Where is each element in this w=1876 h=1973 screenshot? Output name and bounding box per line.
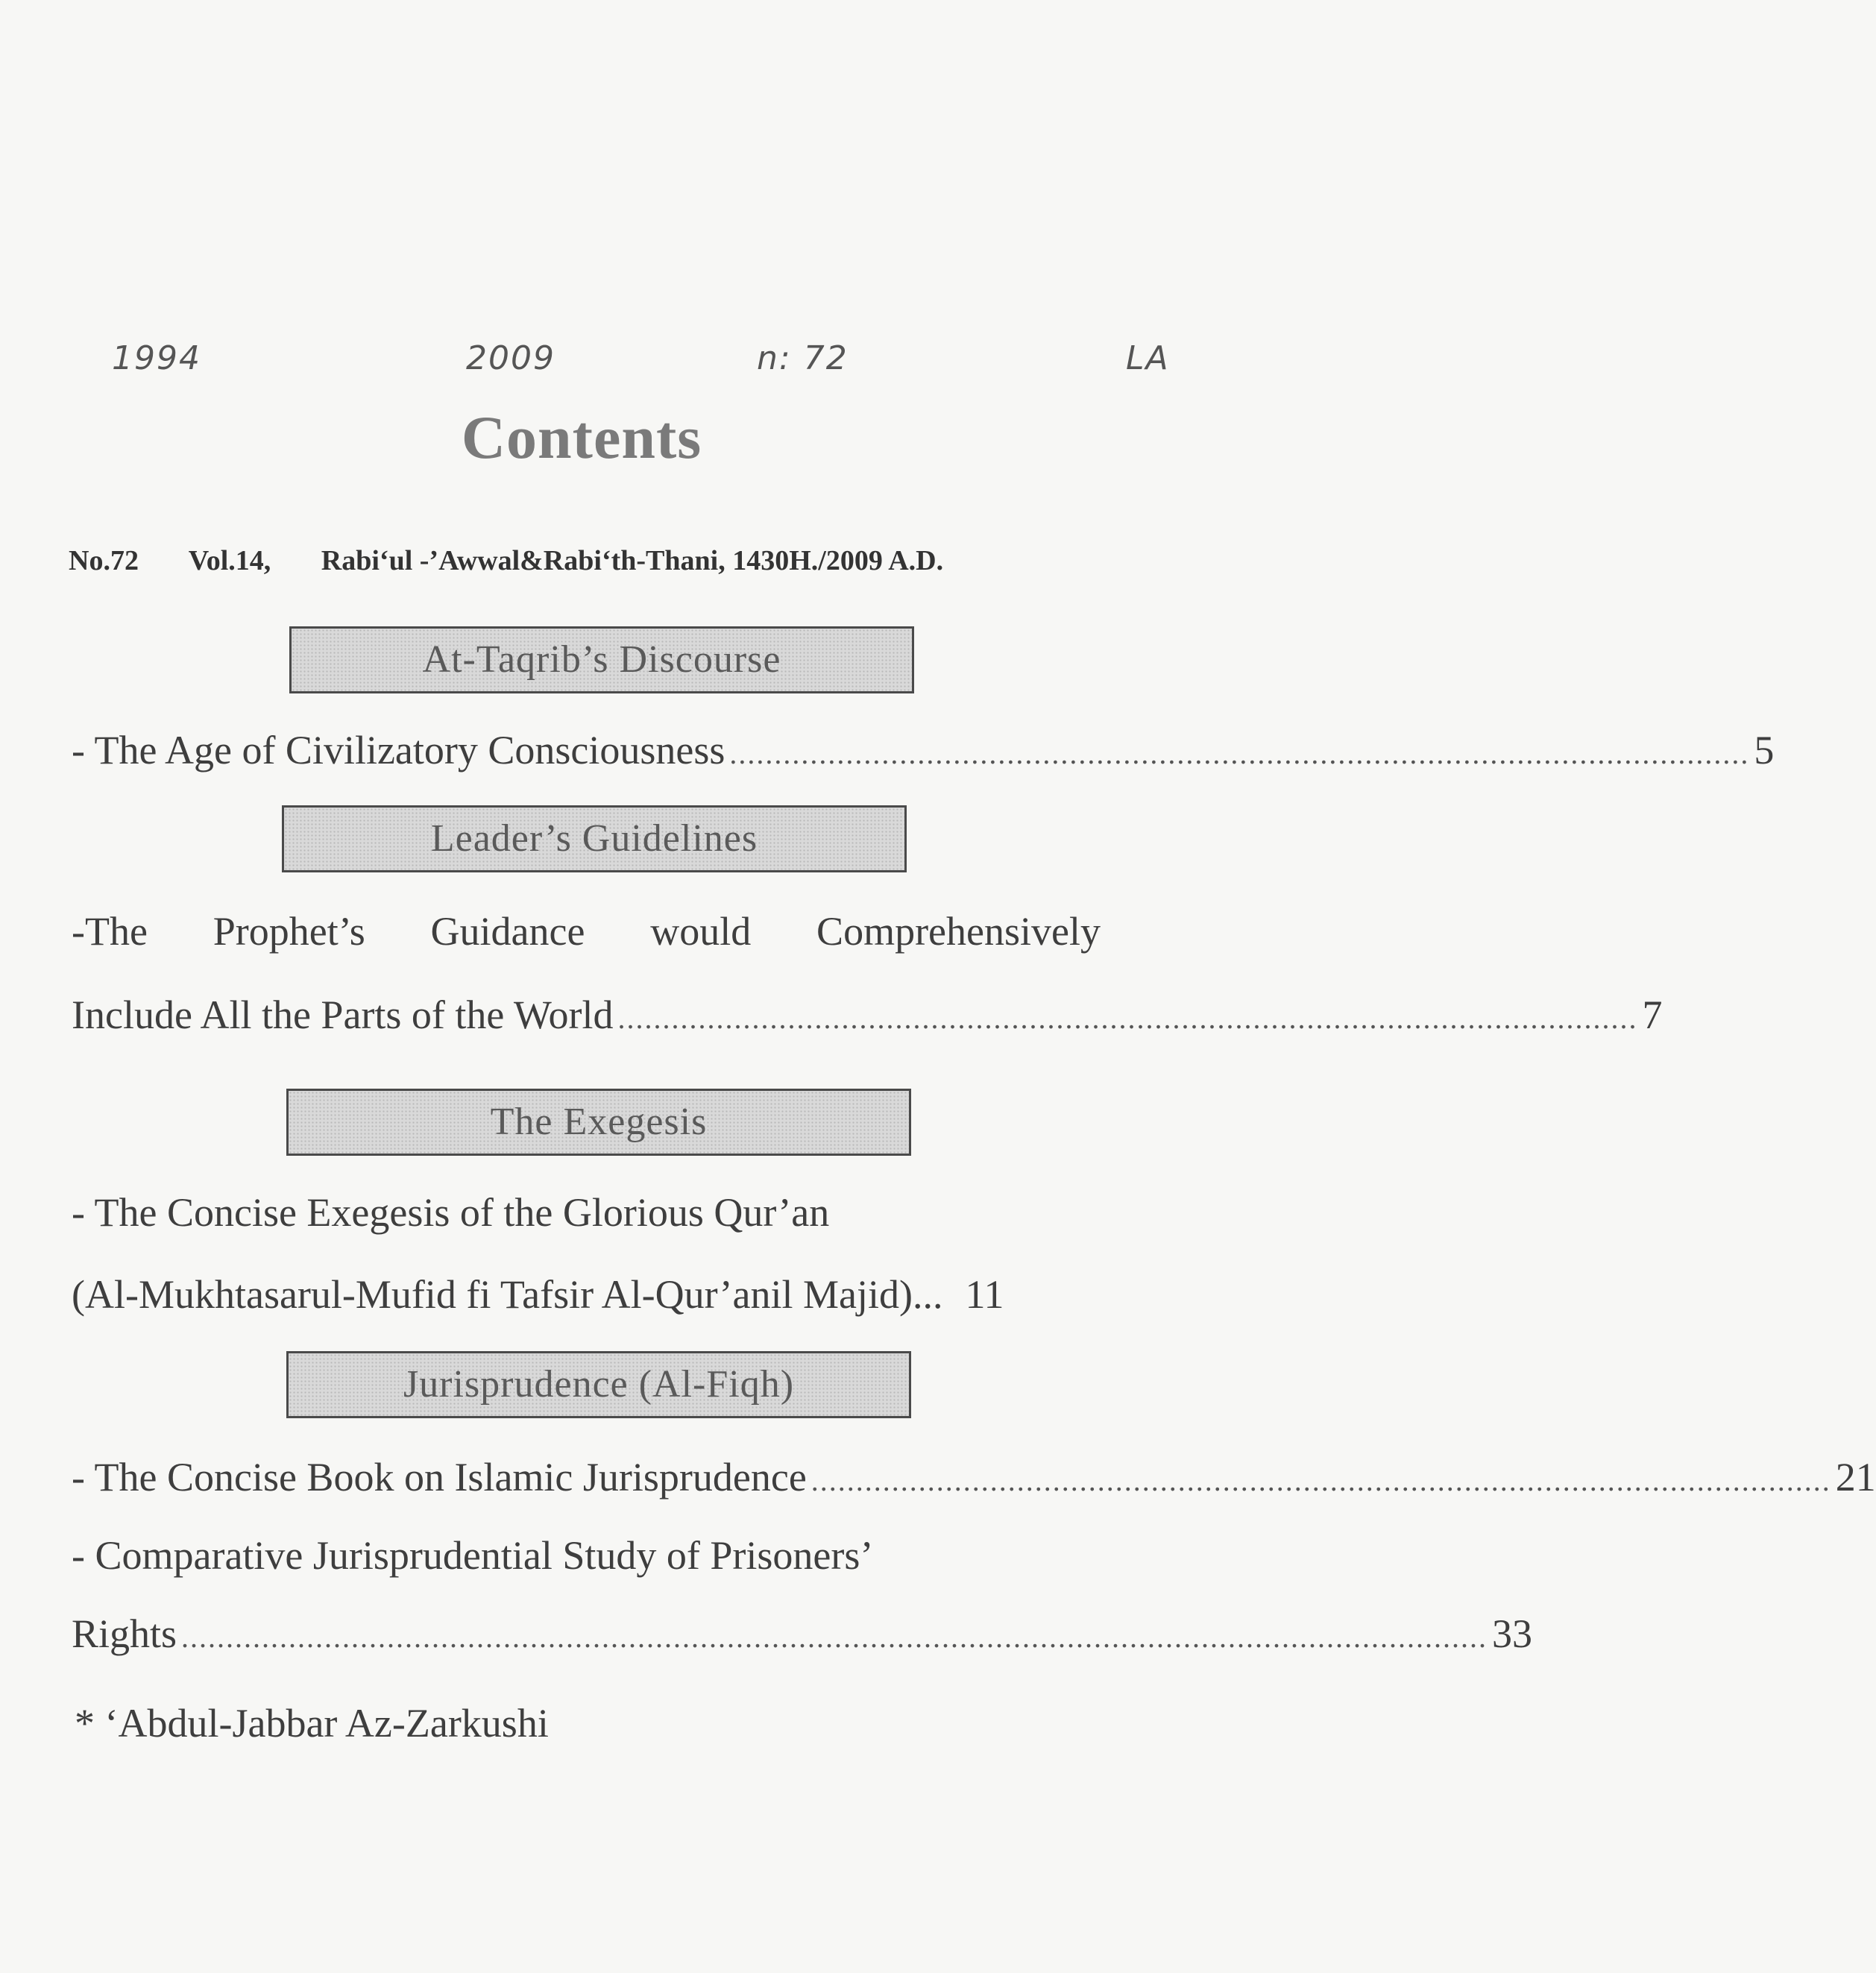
toc-entry-continued[interactable] bbox=[72, 1611, 1533, 1657]
word: Comprehensively bbox=[816, 909, 1101, 954]
toc-entry-continued[interactable] bbox=[72, 992, 1663, 1038]
toc-entry-title-line1 bbox=[72, 908, 1101, 954]
author-credit: * ‘Abdul-Jabbar Az-Zarkushi bbox=[75, 1701, 549, 1746]
section-heading-guidelines: Leader’s Guidelines bbox=[282, 805, 907, 872]
toc-entry-page: 21 bbox=[1835, 1455, 1876, 1500]
handwritten-note-number: n: 72 bbox=[757, 339, 849, 377]
toc-entry-page: 7 bbox=[1642, 992, 1663, 1037]
toc-entry[interactable] bbox=[72, 727, 1775, 773]
word: -The bbox=[72, 909, 148, 954]
toc-entry-title: - The Age of Civilizatory Consciousness bbox=[72, 728, 725, 772]
leader-dots: .................................................................................................................. bbox=[617, 1001, 1638, 1035]
leader-dots: .................................................................................................................. bbox=[810, 1464, 1831, 1497]
toc-entry-page: 5 bbox=[1754, 728, 1775, 772]
handwritten-note-year: 1994 bbox=[112, 339, 201, 377]
toc-entry[interactable] bbox=[72, 1189, 1101, 1236]
toc-entry[interactable] bbox=[72, 1454, 1876, 1500]
toc-entry-page: 33 bbox=[1492, 1611, 1533, 1656]
word: would bbox=[650, 909, 752, 954]
toc-entry[interactable] bbox=[72, 1532, 1101, 1579]
section-heading-exegesis: The Exegesis bbox=[286, 1089, 911, 1156]
leader-dots: .................................................................................................................. bbox=[729, 737, 1750, 770]
section-heading-discourse: At-Taqrib’s Discourse bbox=[289, 626, 914, 693]
handwritten-note-code: LA bbox=[1126, 339, 1170, 377]
toc-entry-title-line1: - Comparative Jurisprudential Study of Prisoners’ bbox=[72, 1533, 874, 1578]
toc-entry-continued[interactable] bbox=[72, 1271, 1101, 1318]
issue-volume: Vol.14, bbox=[188, 545, 271, 576]
section-heading-jurisprudence: Jurisprudence (Al-Fiqh) bbox=[286, 1351, 911, 1418]
toc-entry-title-line1: - The Concise Exegesis of the Glorious Qur’an bbox=[72, 1190, 830, 1235]
issue-date: Rabi‘ul -’Awwal&Rabi‘th-Thani, 1430H./2009 A.D. bbox=[321, 545, 944, 576]
issue-info bbox=[69, 544, 1112, 577]
page-title: Contents bbox=[461, 403, 702, 471]
toc-entry-title-line2: (Al-Mukhtasarul-Mufid fi Tafsir Al-Qur’anil Majid)... bbox=[72, 1272, 943, 1317]
word: Guidance bbox=[430, 909, 585, 954]
toc-entry-page: 11 bbox=[965, 1272, 1004, 1317]
issue-number: No.72 bbox=[69, 545, 139, 576]
leader-dots: .................................................................................................................................................. bbox=[181, 1620, 1488, 1654]
toc-entry[interactable] bbox=[72, 908, 1101, 954]
toc-entry-title: - The Concise Book on Islamic Jurisprudence bbox=[72, 1455, 807, 1500]
toc-entry-title-line2: Include All the Parts of the World bbox=[72, 992, 614, 1037]
toc-entry-title-line2: Rights bbox=[72, 1611, 177, 1656]
handwritten-note-date: 2009 bbox=[466, 339, 555, 377]
word: Prophet’s bbox=[213, 909, 365, 954]
